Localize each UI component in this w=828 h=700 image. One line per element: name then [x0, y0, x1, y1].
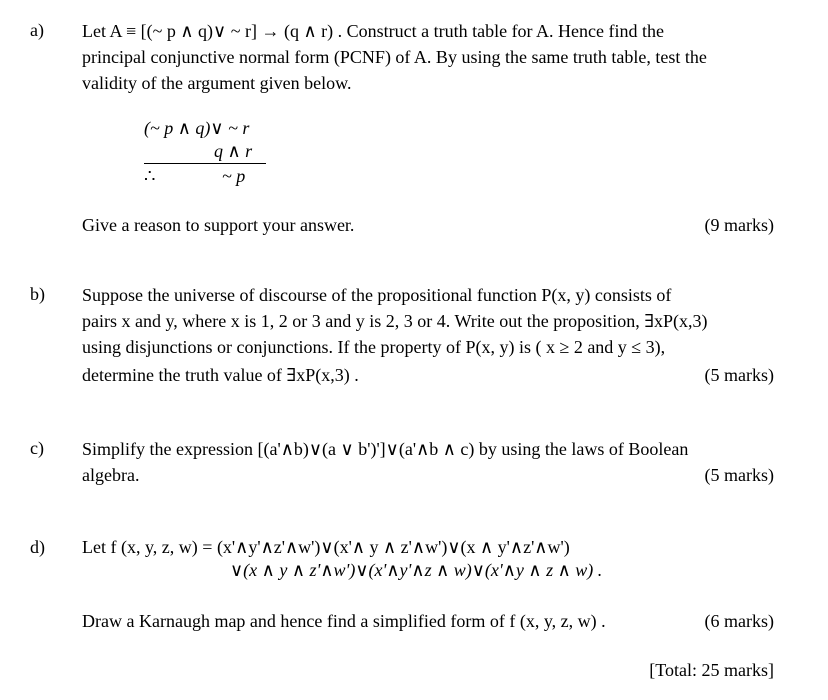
question-d-label: d): [30, 537, 45, 557]
question-b-marks: (5 marks): [704, 365, 774, 385]
question-b-label: b): [30, 284, 45, 304]
question-c-label: c): [30, 438, 44, 458]
argument-divider: [144, 163, 266, 164]
question-b-line-4: determine the truth value of ∃xP(x,3) .: [82, 365, 359, 385]
question-a-line-3: validity of the argument given below.: [82, 73, 352, 93]
question-b-line-4-row: [82, 362, 774, 388]
argument-conclusion: ~ p: [222, 166, 246, 186]
question-a-line-2: principal conjunctive normal form (PCNF) of A. By using the same truth table, test the: [82, 47, 707, 67]
argument-premise-1: (~ p ∧ q)∨ ~ r: [144, 118, 250, 138]
question-a-label: a): [30, 20, 44, 40]
question-b-line-1: Suppose the universe of discourse of the propositional function P(x, y) consists of: [82, 285, 672, 305]
question-c-line-1: Simplify the expression [(a'∧b)∨(a ∨ b')']∨(a'∧b ∧ c) by using the laws of Boolean: [82, 439, 689, 459]
question-b-line-3: using disjunctions or conjunctions. If the property of P(x, y) is ( x ≥ 2 and y ≤ 3),: [82, 337, 666, 357]
question-d-line-1: Let f (x, y, z, w) = (x'∧y'∧z'∧w')∨(x'∧ y ∧ z'∧w')∨(x ∧ y'∧z'∧w'): [82, 537, 570, 557]
question-b-line-2: pairs x and y, where x is 1, 2 or 3 and y is 2, 3 or 4. Write out the proposition, ∃xP(x,3): [82, 311, 708, 331]
total-marks: [Total: 25 marks]: [649, 660, 774, 680]
question-a-marks: (9 marks): [704, 215, 774, 235]
question-c-marks: (5 marks): [704, 465, 774, 485]
question-d-instruction-row: [82, 608, 774, 634]
question-a-reason-row: [82, 212, 774, 238]
question-c-line-2: algebra.: [82, 465, 140, 485]
question-c-line-2-row: [82, 462, 774, 488]
question-a-reason: Give a reason to support your answer.: [82, 215, 355, 235]
argument-therefore-symbol: ∴: [144, 166, 156, 186]
argument-premise-2: q ∧ r: [214, 141, 253, 161]
question-d-instruction: Draw a Karnaugh map and hence find a simplified form of f (x, y, z, w) .: [82, 611, 606, 631]
question-a-line-1: Let A ≡ [(~ p ∧ q)∨ ~ r] → (q ∧ r) . Construct a truth table for A. Hence find the: [82, 21, 665, 41]
question-d-line-2: ∨(x ∧ y ∧ z'∧w')∨(x'∧y'∧z ∧ w)∨(x'∧y ∧ z ∧ w) .: [230, 560, 603, 580]
question-d-marks: (6 marks): [704, 611, 774, 631]
